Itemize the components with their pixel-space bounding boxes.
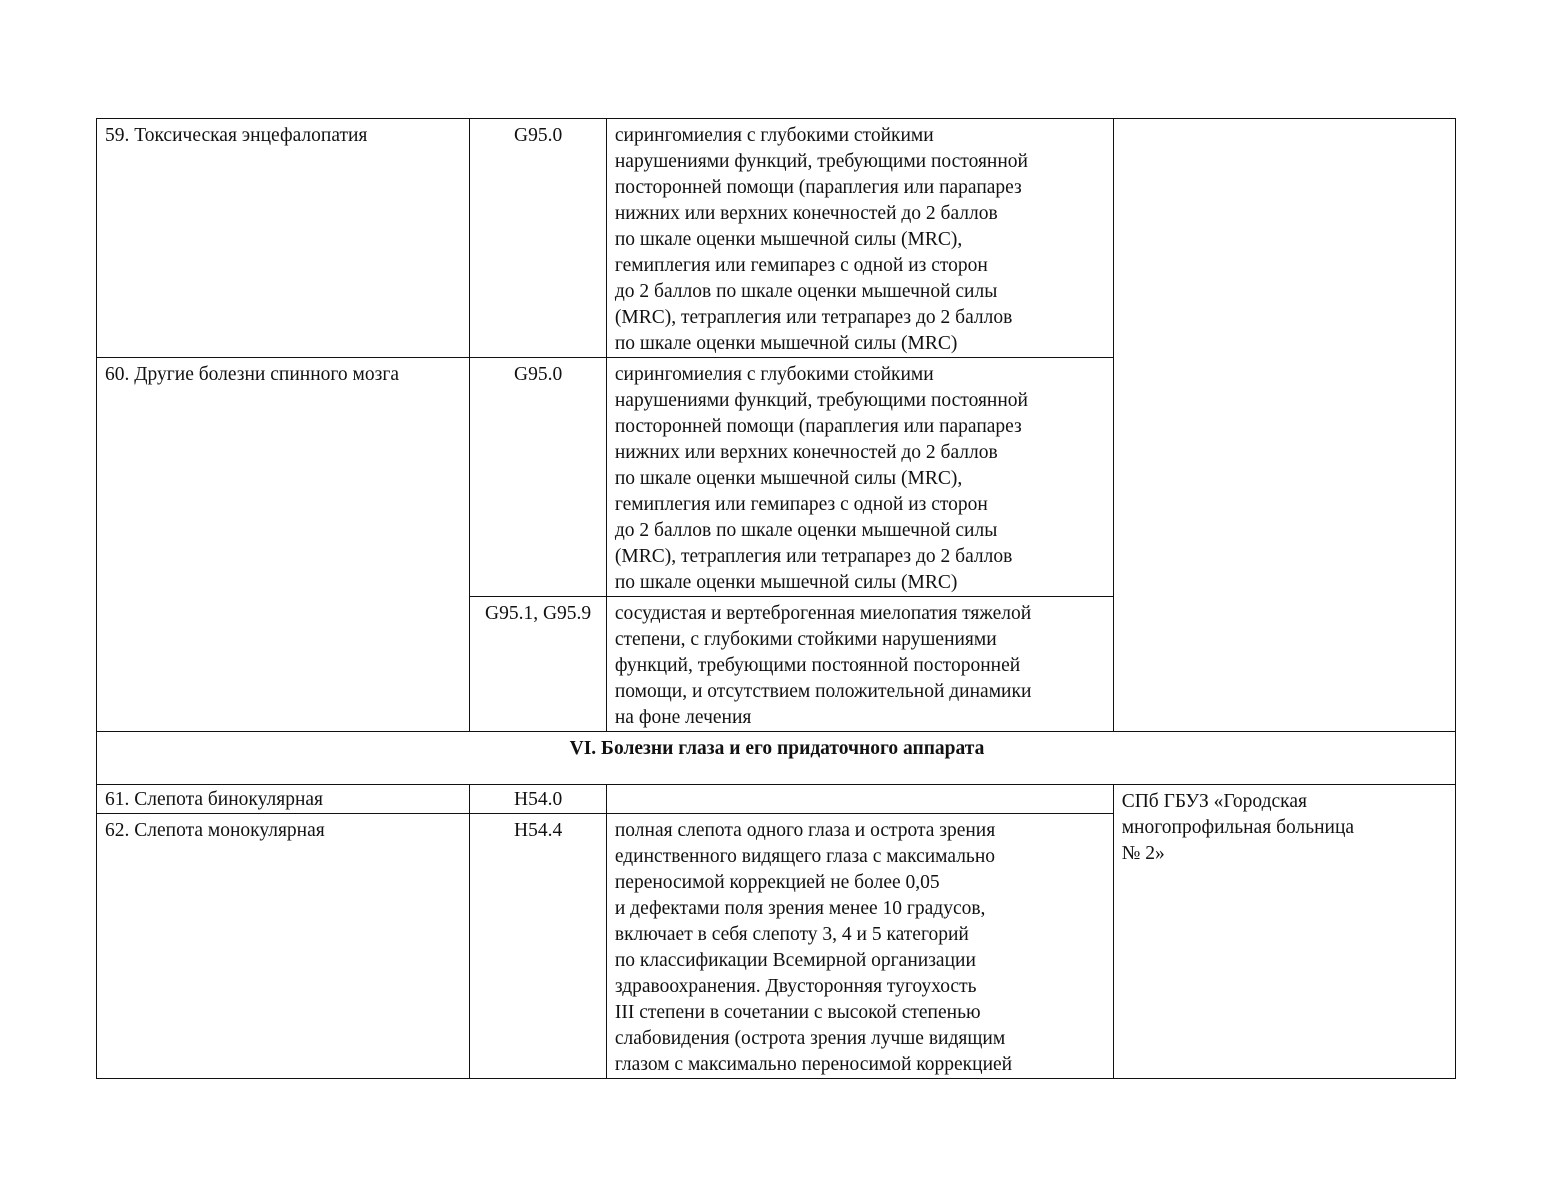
code-cell <box>470 814 607 1079</box>
table-row-61 <box>97 785 1456 814</box>
text-line: включает в себя слепоту 3, 4 и 5 категорий <box>614 924 969 945</box>
text-line: многопрофильная больница <box>1121 817 1355 838</box>
text-line: нарушениями функций, требующими постоянной <box>614 390 1028 411</box>
section-title: VI. Болезни глаза и его придаточного аппарата <box>97 732 1456 785</box>
criteria-cell <box>606 119 1113 358</box>
section-header-row <box>97 732 1456 785</box>
text-line: по шкале оценки мышечной силы (MRC) <box>614 572 958 593</box>
disease-name: 59. Токсическая энцефалопатия <box>105 125 368 146</box>
text-line: III степени в сочетании с высокой степенью <box>614 1002 981 1023</box>
text-line: единственного видящего глаза с максимально <box>614 846 996 867</box>
icd-code: G95.0 <box>514 125 563 146</box>
text-line: до 2 баллов по шкале оценки мышечной силы <box>614 281 998 302</box>
text-line: по шкале оценки мышечной силы (MRC) <box>614 333 958 354</box>
text-line: № 2» <box>1121 843 1165 864</box>
criteria-cell <box>606 358 1113 597</box>
icd-code: H54.0 <box>514 789 563 810</box>
criteria-cell <box>606 597 1113 732</box>
criteria-table <box>96 118 1456 1079</box>
text-line: до 2 баллов по шкале оценки мышечной силы <box>614 520 998 541</box>
text-line: и дефектами поля зрения менее 10 градусов, <box>614 898 986 919</box>
disease-name: 60. Другие болезни спинного мозга <box>105 364 399 385</box>
code-cell <box>470 119 607 358</box>
text-line: сосудистая и вертеброгенная миелопатия тяжелой <box>614 603 1032 624</box>
code-cell <box>470 358 607 597</box>
text-line: глазом с максимально переносимой коррекцией <box>614 1054 1013 1075</box>
text-line: переносимой коррекцией не более 0,05 <box>614 872 940 893</box>
text-line: СПб ГБУЗ «Городская <box>1121 791 1307 812</box>
disease-cell <box>97 119 470 358</box>
text-line: нижних или верхних конечностей до 2 баллов <box>614 442 998 463</box>
text-line: нижних или верхних конечностей до 2 баллов <box>614 203 998 224</box>
text-line: здравоохранения. Двусторонняя тугоухость <box>614 976 977 997</box>
disease-cell <box>97 814 470 1079</box>
disease-name: 61. Слепота бинокулярная <box>105 789 324 810</box>
text-line: сирингомиелия с глубокими стойкими <box>614 125 934 146</box>
criteria-cell-empty <box>606 785 1113 814</box>
criteria-cell <box>606 814 1113 1079</box>
text-line: нарушениями функций, требующими постоянной <box>614 151 1028 172</box>
text-line: (MRC), тетраплегия или тетрапарез до 2 баллов <box>614 307 1013 328</box>
organization-cell <box>1113 785 1455 1079</box>
text-line: полная слепота одного глаза и острота зрения <box>614 820 996 841</box>
text-line: (MRC), тетраплегия или тетрапарез до 2 баллов <box>614 546 1013 567</box>
text-line: гемиплегия или гемипарез с одной из сторон <box>614 255 988 276</box>
text-line: гемиплегия или гемипарез с одной из сторон <box>614 494 988 515</box>
code-cell <box>470 785 607 814</box>
icd-code: G95.0 <box>514 364 563 385</box>
icd-code: G95.1, G95.9 <box>485 603 592 624</box>
organization-cell-empty <box>1113 119 1455 732</box>
text-line: степени, с глубокими стойкими нарушениями <box>614 629 997 650</box>
code-cell <box>470 597 607 732</box>
text-line: на фоне лечения <box>614 707 752 728</box>
text-line: функций, требующими постоянной посторонней <box>614 655 1021 676</box>
disease-cell <box>97 358 470 732</box>
icd-code: H54.4 <box>514 820 563 841</box>
disease-cell <box>97 785 470 814</box>
text-line: по шкале оценки мышечной силы (MRC), <box>614 229 963 250</box>
text-line: посторонней помощи (параплегия или парапарез <box>614 416 1022 437</box>
text-line: сирингомиелия с глубокими стойкими <box>614 364 934 385</box>
text-line: посторонней помощи (параплегия или парапарез <box>614 177 1022 198</box>
text-line: по шкале оценки мышечной силы (MRC), <box>614 468 963 489</box>
text-line: слабовидения (острота зрения лучше видящим <box>614 1028 1006 1049</box>
text-line: помощи, и отсутствием положительной динамики <box>614 681 1032 702</box>
disease-name: 62. Слепота монокулярная <box>105 820 325 841</box>
table-row-59 <box>97 119 1456 358</box>
text-line: по классификации Всемирной организации <box>614 950 976 971</box>
